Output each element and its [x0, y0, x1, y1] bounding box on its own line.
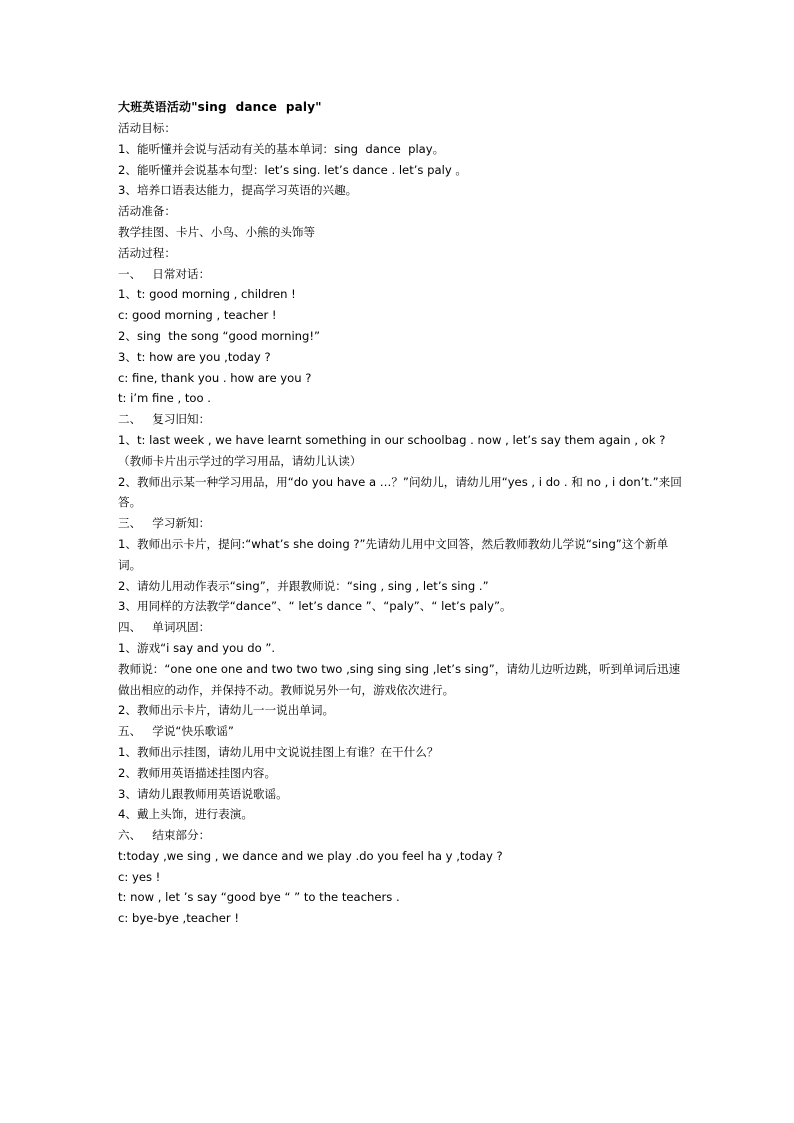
review-note: （教师卡片出示学过的学习用品，请幼儿认读） — [118, 453, 362, 468]
heading-happy-rhyme: 五、 学说“快乐歌谣” — [118, 724, 234, 739]
ending-line: c: bye-bye ,teacher ! — [118, 911, 239, 926]
section-label-goals: 活动目标： — [118, 121, 176, 135]
dialogue-line: c: good morning , teacher ! — [118, 308, 277, 323]
document-title: 大班英语活动"sing dance paly" — [118, 100, 322, 114]
rhyme-item-4: 4、戴上头饰，进行表演。 — [118, 807, 253, 822]
consolidation-item-1: 1、游戏“i say and you do ”. — [118, 640, 276, 655]
ending-line: t:today ,we sing , we dance and we play .do you feel ha y ,today ? — [118, 848, 503, 863]
new-knowledge-item-1: 1、教师出示卡片，提问:“what’s she doing ?”先请幼儿用中文回答，然后教师教幼儿学说“sing”这个新单词。 — [118, 536, 669, 572]
dialogue-line: 1、t: good morning , children ! — [118, 287, 296, 302]
goal-item-1: 1、能听懂并会说与活动有关的基本单词：sing dance play。 — [118, 141, 445, 156]
section-label-process: 活动过程： — [118, 245, 176, 260]
ending-line: t: now , let ’s say “good bye “ ” to the teachers . — [118, 890, 400, 905]
new-knowledge-item-3: 3、用同样的方法教学“dance”、“ let’s dance ”、“paly”、“ let’s paly”。 — [118, 599, 512, 614]
document-body — [118, 118, 688, 929]
heading-new-knowledge: 三、 学习新知： — [118, 516, 211, 531]
heading-ending: 六、 结束部分： — [118, 828, 211, 843]
heading-daily-dialogue: 一、 日常对话： — [118, 266, 211, 281]
goal-item-2: 2、能听懂并会说基本句型：let’s sing. let’s dance . let’s paly 。 — [118, 162, 467, 177]
heading-word-consolidation: 四、 单词巩固： — [118, 620, 211, 635]
rhyme-item-2: 2、教师用英语描述挂图内容。 — [118, 765, 277, 780]
heading-review: 二、 复习旧知： — [118, 412, 211, 427]
ending-line: c: yes ! — [118, 869, 161, 884]
review-item-2: 2、教师出示某一种学习用品，用“do you have a …？”问幼儿，请幼儿用“yes , i do . 和 no , i don’t.”来回答。 — [118, 474, 682, 510]
dialogue-line: 2、sing the song “good morning!” — [118, 328, 321, 343]
review-item-1: 1、t: last week , we have learnt something in our schoolbag . now , let’s say them again , ok ? — [118, 432, 666, 447]
section-label-preparation: 活动准备： — [118, 204, 176, 219]
preparation-text: 教学挂图、卡片、小鸟、小熊的头饰等 — [118, 224, 316, 239]
dialogue-line: 3、t: how are you ,today ? — [118, 349, 271, 364]
rhyme-item-1: 1、教师出示挂图，请幼儿用中文说说挂图上有谁？在干什么？ — [118, 744, 439, 759]
goal-item-3: 3、培养口语表达能力，提高学习英语的兴趣。 — [118, 183, 358, 198]
dialogue-line: c: fine, thank you . how are you ? — [118, 370, 312, 385]
new-knowledge-item-2: 2、请幼儿用动作表示“sing”，并跟教师说：“sing , sing , let’s sing .” — [118, 578, 489, 593]
rhyme-item-3: 3、请幼儿跟教师用英语说歌谣。 — [118, 786, 288, 801]
document-page — [118, 97, 688, 929]
consolidation-item-2: 2、教师出示卡片，请幼儿一一说出单词。 — [118, 703, 335, 718]
dialogue-line: t: i’m fine , too . — [118, 391, 211, 406]
consolidation-teacher-says: 教师说：“one one one and two two two ,sing sing sing ,let’s sing”，请幼儿边听边跳，听到单词后迅速做出相应的动作，并保持不动。教师说另外一句，游戏依次进行。 — [118, 661, 681, 697]
